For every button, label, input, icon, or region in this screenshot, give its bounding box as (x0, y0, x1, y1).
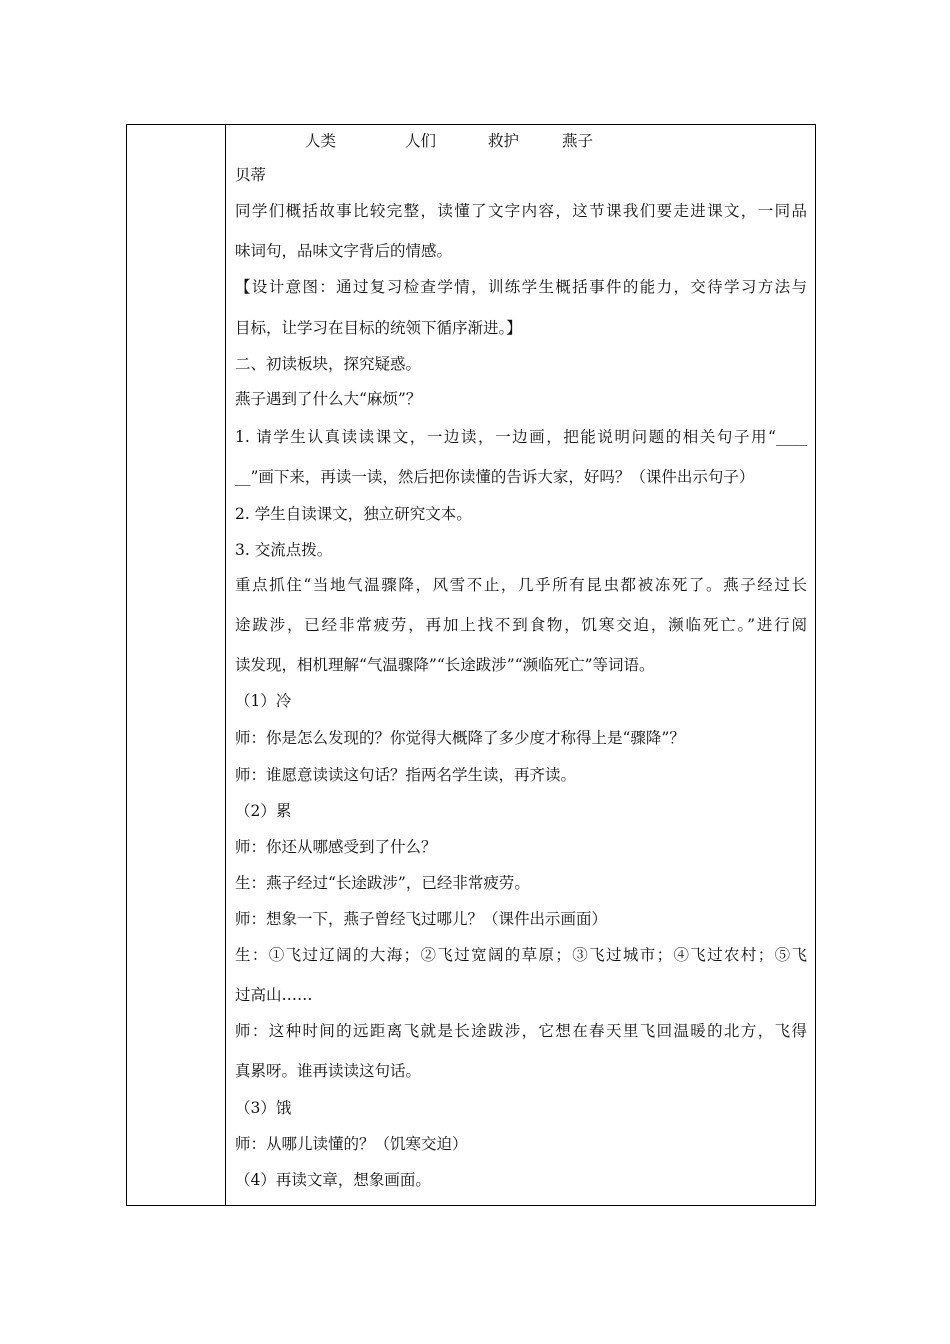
subheading-line: （2）累 (235, 802, 292, 820)
section-heading: 二、初读板块，探究疑惑。 (235, 355, 422, 373)
text-line: 读发现，相机理解“气温骤降”“长途跋涉”“濒临死亡”等词语。 (235, 656, 655, 674)
vocabulary-row (235, 129, 807, 151)
dialogue-line: 过高山…… (235, 986, 313, 1004)
dialogue-line: 师：想象一下，燕子曾经飞过哪儿？（课件出示画面） (235, 910, 608, 928)
vocab-word: 人们 (405, 132, 437, 150)
dialogue-line: 师：谁愿意读读这句话？指两名学生读，再齐读。 (235, 766, 577, 784)
lesson-table (126, 124, 816, 1206)
vocab-word: 燕子 (562, 132, 594, 150)
step-line: 2. 学生自读课文，独立研究文本。 (235, 505, 472, 523)
text-line: 重点抓住“当地气温骤降，风雪不止，几乎所有昆虫都被冻死了。燕子经过长 (235, 576, 807, 594)
text-line: 途跋涉，已经非常疲劳，再加上找不到食物，饥寒交迫，濒临死亡。”进行阅 (235, 616, 807, 634)
text-line: 同学们概括故事比较完整，读懂了文字内容，这节课我们要走进课文，一同品 (235, 202, 807, 220)
text-line: 贝蒂 (235, 166, 267, 184)
design-intent-line: 【设计意图：通过复习检查学情，训练学生概括事件的能力，交待学习方法与 (235, 278, 807, 296)
dialogue-line: 师：这种时间的远距离飞就是长途跋涉，它想在春天里飞回温暖的北方，飞得 (235, 1022, 807, 1040)
subheading-line: （1）冷 (235, 692, 292, 710)
dialogue-line: 师：你还从哪感受到了什么？ (235, 838, 437, 856)
dialogue-line: 真累呀。谁再读读这句话。 (235, 1062, 422, 1080)
table-left-column (127, 125, 226, 1205)
dialogue-line: 生：①飞过辽阔的大海；②飞过宽阔的草原；③飞过城市；④飞过农村；⑤飞 (235, 946, 807, 964)
design-intent-line: 目标，让学习在目标的统领下循序渐进。】 (235, 319, 522, 337)
dialogue-line: 师：你是怎么发现的？你觉得大概降了多少度才称得上是“骤降”？ (235, 729, 685, 747)
dialogue-line: 师：从哪儿读懂的？（饥寒交迫） (235, 1135, 468, 1153)
step-line: 3. 交流点拨。 (235, 541, 333, 559)
question-line: 燕子遇到了什么大“麻烦”？ (235, 390, 422, 408)
vocab-word: 救护 (488, 132, 520, 150)
step-line: 1. 请学生认真读读课文，一边读，一边画，把能说明问题的相关句子用“____ (235, 428, 807, 446)
subheading-line: （4）再读文章，想象画面。 (235, 1171, 431, 1189)
vocab-word: 人类 (305, 132, 337, 150)
dialogue-line: 生：燕子经过“长途跋涉”，已经非常疲劳。 (235, 874, 530, 892)
text-line: 味词句，品味文字背后的情感。 (235, 242, 453, 260)
subheading-line: （3）饿 (235, 1099, 292, 1117)
step-line: __”画下来，再读一读，然后把你读懂的告诉大家，好吗？（课件出示句子） (235, 468, 755, 486)
